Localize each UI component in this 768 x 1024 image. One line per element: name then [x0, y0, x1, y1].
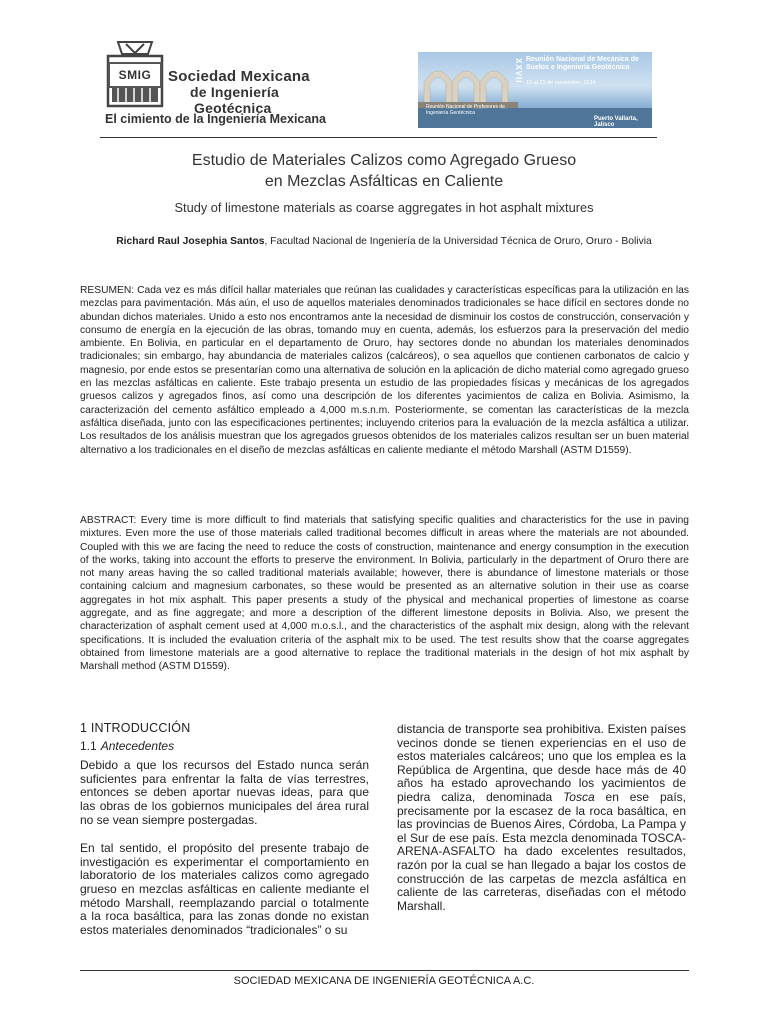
resumen-paragraph: RESUMEN: Cada vez es más difícil hallar materiales que reúnan las cualidades y características específicas para la utilización en las mezclas para pavimentación. Más aún, el uso de aquellos materiales denominados tradicionales se hace difícil en sectores donde no abundan dichos materiales. Unido a esto nos encontramos ante la necesidad de disminuir los costos de construcción, conservación y consumo de energía en la ejecución de las obras, tomando muy en cuenta, además, los esfuerzos para la preservación del medio ambiente. En Bolivia, en particular en el departamento de Oruro, hay sectores donde no abundan los materiales denominados tradicionales; sin embargo, hay abundancia de materiales calizos (calcáreos), o sea aquellos que contienen carbonatos de calcio y magnesio, por ende estos se presentarían como una alternativa de solución en la aplicación de dicho material como agregado grueso en las mezclas asfálticas en caliente. Este trabajo presenta un estudio de las propiedades físicas y mecánicas de los agregados gruesos calizos y agregados finos, así como una descripción de los diferentes yacimientos de caliza en Bolivia. Asimismo, la caracterización del cemento asfáltico empleado a 4,000 m.s.n.m. Posteriormente, se comentan las características de la mezcla asfáltica diseñada, junto con las especificaciones pertinentes; incluyendo criterios para la evaluación de la mezcla asfáltica a utilizar. Los resultados de los análisis muestran que los agregados gruesos obtenidos de los materiales calizos resultan ser un buen material alternativo a los tradicionales en el diseño de mezclas asfálticas en caliente mediante el método Marshall (ASTM D1559). — [80, 285, 689, 456]
banner-title: Reunión Nacional de Mecánica de Suelos e Ingeniería Geotécnica — [526, 56, 639, 71]
title-es-line2: en Mezclas Asfálticas en Caliente — [264, 173, 504, 190]
logo-badge: SMIG — [108, 62, 162, 88]
logo-org-line2: de Ingeniería — [190, 84, 279, 100]
event-banner — [418, 52, 652, 128]
logo-org-line3: Geotécnica — [194, 100, 272, 116]
subsection-heading — [80, 740, 369, 754]
logo-tagline: El cimiento de la Ingeniería Mexicana — [105, 112, 326, 126]
subsection-title: Antecedentes — [100, 738, 175, 753]
section-heading: 1 INTRODUCCIÓN — [80, 721, 191, 735]
title-es-line1: Estudio de Materiales Calizos como Agregado Grueso — [191, 152, 577, 169]
intro-paragraph-1: Debido a que los recursos del Estado nunca serán suficientes para enfrentar la falta de vías terrestres, entonces se deben aportar nuevas ideas, para que las obras de los gobiernos municipales del área rural no se vean siempre postergadas. — [80, 758, 369, 827]
left-column — [80, 722, 369, 952]
author-line — [0, 236, 768, 247]
author-affiliation: , Facultad Nacional de Ingeniería de la Universidad Técnica de Oruro, Oruro - Bolivia — [264, 236, 652, 247]
footer-divider — [80, 970, 689, 971]
banner-roman-numeral: XXVII — [514, 58, 523, 84]
banner-date: 19 al 21 de noviembre, 2014 — [526, 80, 596, 86]
page-footer: SOCIEDAD MEXICANA DE INGENIERÍA GEOTÉCNICA A.C. — [233, 975, 535, 987]
banner-subtitle: Reunión Nacional de Profesores de Ingeniería Geotécnica — [426, 104, 505, 116]
smig-logo — [100, 40, 340, 128]
intro-paragraph-3 — [397, 723, 686, 913]
paper-title-en: Study of limestone materials as coarse aggregates in hot asphalt mixtures — [174, 200, 594, 215]
banner-place: Puerto Vallarta, Jalisco — [594, 116, 638, 128]
header-divider — [100, 137, 657, 138]
paper-title-es — [0, 150, 768, 192]
abstract-paragraph: ABSTRACT: Every time is more difficult to find materials that satisfying specific qualities and characteristics for the use in paving mixtures. Even more the use of those materials called traditional becomes difficult in areas where the materials are not abounded. Coupled with this we are facing the need to reduce the costs of construction, maintenance and energy consumption in the execution of the works, taking into account the efforts to preserve the environment. In Bolivia, particularly in the department of Oruro there are not many areas having the so called traditional materials available; however, there is abundance of limestone materials or those containing calcium and magnesium carbonates, so these would be presented as an alternative solution in their use as coarse aggregates in hot mix asphalt. This paper presents a study of the physical and mechanical properties of limestone as coarse aggregate, and as fine aggregate; and more a description of the different limestone deposits in Bolivia. Also, we present the characterization of asphalt cement used at 4,000 m.o.s.l., and the characteristics of the asphalt mix design, along with the relevant specifications. It is included the evaluation criteria of the asphalt mix to be used. The test results show that the coarse aggregates obtained from limestone materials are a good alternative to replace the traditional materials in the design of hot mix asphalt by Marshall method (ASTM D1559). — [80, 515, 689, 673]
intro-paragraph-3-part-a: distancia de transporte sea prohibitiva. Existen países vecinos donde se tienen experiencias en el uso de estos materiales calcáreos; uno que los emplea es la República de Argentina, que desde hace más de 40 años ha estado aprovechando los yacimientos de piedra caliza, denominada — [397, 722, 686, 804]
logo-org-line1: Sociedad Mexicana — [168, 68, 310, 85]
intro-paragraph-2: En tal sentido, el propósito del presente trabajo de investigación es experimentar el comportamiento en laboratorio de los materiales calizos como agregado grueso en mezclas asfálticas en caliente mediante el método Marshall, reemplazando parcial o totalmente a la roca basáltica, para las zonas donde no existan estos materiales denominados “tradicionales” o su — [80, 841, 369, 937]
intro-paragraph-3-part-b: en ese país, precisamente por la escasez de la roca basáltica, en las provincias de Buenos Aires, Córdoba, La Pampa y el Sur de ese país. Esta mezcla denominada TOSCA-ARENA-ASFALTO ha dado excelentes resultados, razón por la cual se han llegado a bajar los costos de construcción de las carpetas de mezcla asfáltica en caliente de las carreteras, diseñadas con el método Marshall. — [397, 789, 686, 913]
tosca-term: Tosca — [563, 789, 595, 804]
subsection-number: 1.1 — [80, 738, 97, 753]
author-name: Richard Raul Josephia Santos — [116, 236, 265, 247]
right-column — [397, 723, 686, 928]
